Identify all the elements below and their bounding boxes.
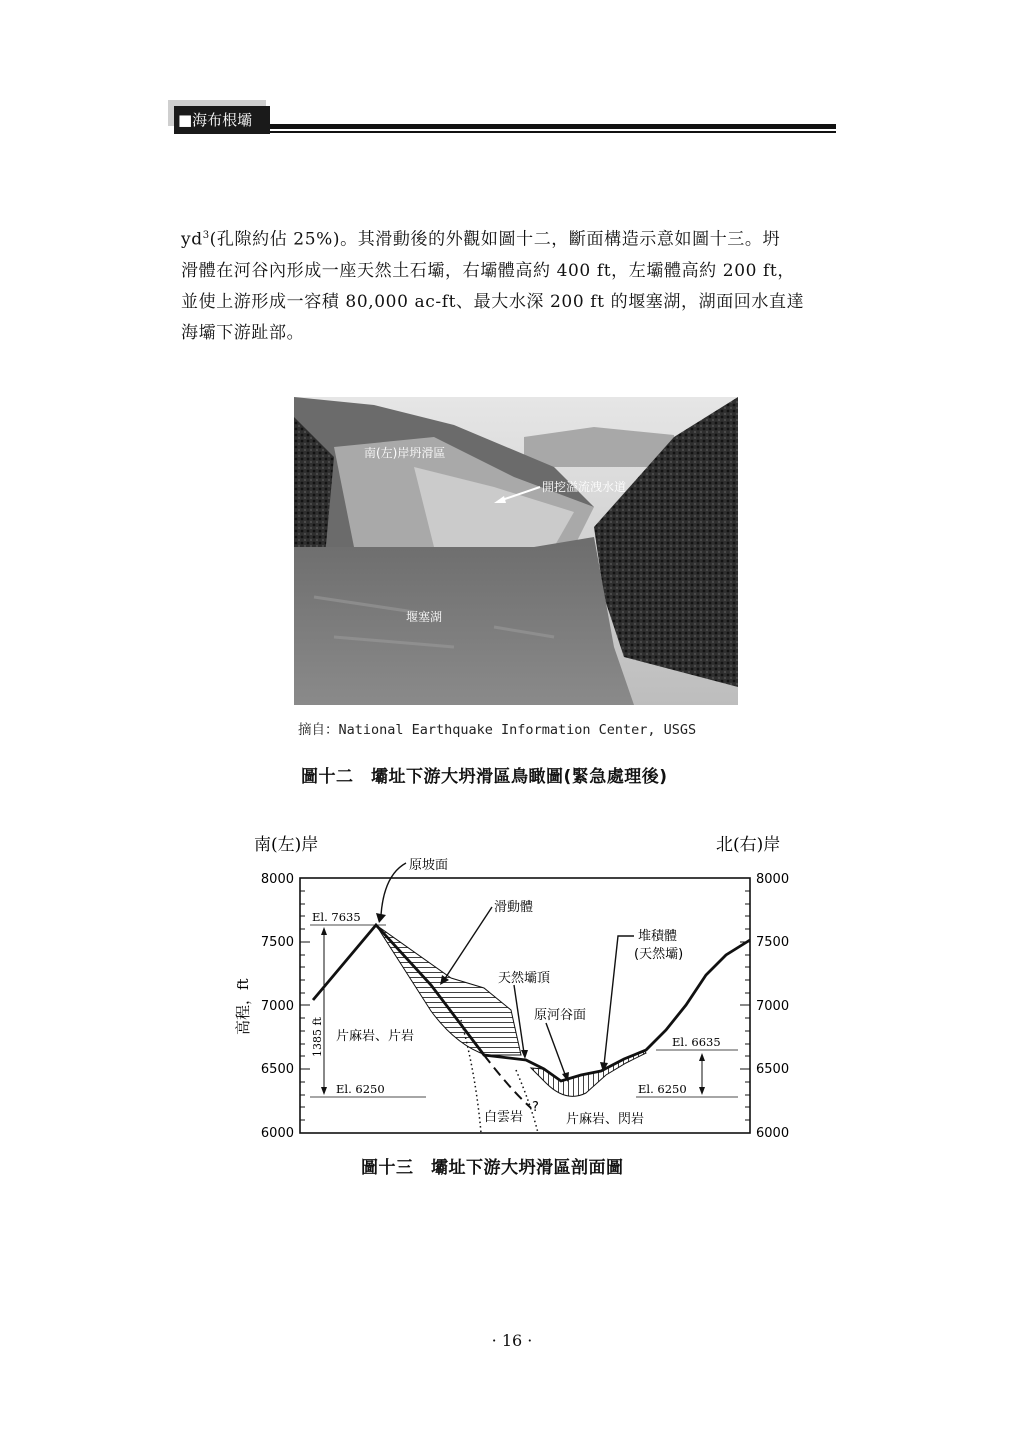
label-slide-mass: 滑動體 bbox=[494, 900, 534, 915]
label-el-6250-right: El. 6250 bbox=[638, 1082, 687, 1096]
cross-section-diagram bbox=[226, 825, 806, 1150]
photo-label-lake: 堰塞湖 bbox=[406, 610, 443, 624]
dimension-arrow-top bbox=[321, 927, 327, 935]
label-deposit: 堆積體 bbox=[638, 929, 678, 944]
tick-left-8000: 8000 bbox=[260, 872, 294, 887]
label-el-6635: El. 6635 bbox=[672, 1035, 721, 1049]
body-line-4: 海壩下游趾部。 bbox=[181, 322, 305, 343]
original-valley-dashed-line bbox=[484, 1055, 531, 1108]
label-el-7635: El. 7635 bbox=[312, 910, 361, 924]
tick-left-6000: 6000 bbox=[260, 1126, 294, 1141]
dimension-arrow-bottom bbox=[321, 1087, 327, 1095]
right-dim-arrow-top bbox=[699, 1053, 705, 1061]
left-bank-label: 南(左)岸 bbox=[254, 835, 319, 855]
body-line-1 bbox=[181, 220, 841, 256]
running-header bbox=[168, 100, 838, 136]
header-rule-thick bbox=[270, 124, 836, 129]
header-rule-thin bbox=[270, 131, 836, 133]
label-natural-dam: (天然壩) bbox=[634, 947, 684, 962]
label-dolomite: 白雲岩 bbox=[484, 1110, 524, 1125]
ground-profile-line bbox=[313, 925, 750, 1081]
tick-left-7000: 7000 bbox=[260, 999, 294, 1014]
body-line-1-sup: 3 bbox=[202, 230, 210, 241]
label-original-valley: 原河谷面 bbox=[534, 1008, 587, 1023]
leader-slide-mass bbox=[444, 907, 492, 980]
photo-credit: 摘自：National Earthquake Information Center, USGS bbox=[298, 722, 697, 738]
label-el-6250-left: El. 6250 bbox=[336, 1082, 385, 1096]
right-dim-arrow-bottom bbox=[699, 1087, 705, 1095]
left-axis-ticks bbox=[300, 878, 310, 1120]
label-question: ? bbox=[532, 1100, 539, 1115]
leader-deposit bbox=[604, 936, 634, 1065]
body-line-2: 滑體在河谷內形成一座天然土石壩，右壩體高約 400 ft，左壩體高約 200 ft， bbox=[181, 260, 795, 281]
label-schist-right: 片麻岩、閃岩 bbox=[566, 1112, 645, 1127]
height-1385-label: 1385 ft bbox=[311, 1017, 324, 1057]
page-number: · 16 · bbox=[491, 1331, 533, 1350]
landslide-aerial-photo bbox=[294, 397, 738, 705]
body-paragraph bbox=[181, 220, 841, 349]
body-line-3: 並使上游形成一容積 80,000 ac-ft、最大水深 200 ft 的堰塞湖，湖面回水直達 bbox=[181, 291, 805, 312]
label-schist-left: 片麻岩、片岩 bbox=[336, 1029, 415, 1044]
leader-original-slope bbox=[381, 863, 406, 915]
body-line-1-pre: yd bbox=[181, 229, 203, 250]
right-bank-label: 北(右)岸 bbox=[716, 835, 781, 855]
y-axis-label: 高程，ft bbox=[234, 978, 252, 1035]
figure-12-caption: 圖十二 壩址下游大坍滑區鳥瞰圖(緊急處理後) bbox=[301, 767, 668, 787]
body-line-1-post: (孔隙約佔 25%)。其滑動後的外觀如圖十二，斷面構造示意如圖十三。坍 bbox=[209, 229, 781, 250]
photo-label-channel: 開挖溢流洩水道 bbox=[542, 480, 627, 494]
figure-13-caption: 圖十三 壩址下游大坍滑區剖面圖 bbox=[361, 1158, 624, 1178]
tick-left-6500: 6500 bbox=[260, 1062, 294, 1077]
leader-original-valley bbox=[546, 1023, 566, 1077]
leader-dam-crest-head bbox=[521, 1050, 528, 1059]
label-dam-crest: 天然壩頂 bbox=[498, 971, 551, 986]
tick-right-7000: 7000 bbox=[756, 999, 790, 1014]
tick-right-7500: 7500 bbox=[756, 935, 790, 950]
header-title: ■海布根壩 bbox=[174, 106, 270, 134]
label-original-slope: 原坡面 bbox=[409, 858, 449, 873]
tick-left-7500: 7500 bbox=[260, 935, 294, 950]
tick-right-6500: 6500 bbox=[756, 1062, 790, 1077]
leader-original-slope-head bbox=[376, 913, 386, 923]
photo-label-left-slide: 南(左)岸坍滑區 bbox=[364, 446, 446, 460]
tick-right-6000: 6000 bbox=[756, 1126, 790, 1141]
tick-right-8000: 8000 bbox=[756, 872, 790, 887]
right-axis-ticks bbox=[740, 878, 750, 1120]
